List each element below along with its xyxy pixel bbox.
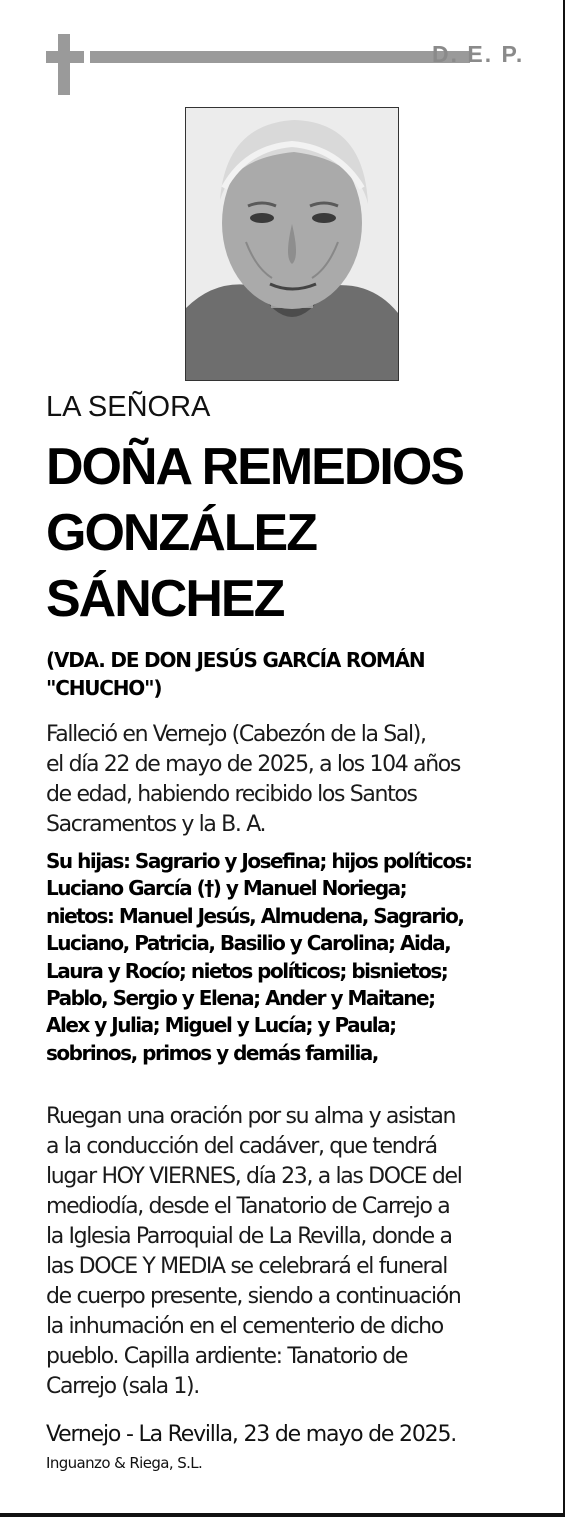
cross-horizontal-bar — [46, 51, 84, 63]
name-line: GONZÁLEZ — [46, 504, 316, 562]
ceremony-line: lugar HOY VIERNES, día 23, a las DOCE del — [46, 1164, 462, 1189]
ceremony-line: mediodía, desde el Tanatorio de Carrejo a — [46, 1194, 450, 1219]
title-label: LA SEÑORA — [46, 391, 211, 423]
family-line: nietos: Manuel Jesús, Almudena, Sagrario, — [46, 903, 464, 928]
place-and-date: Vernejo - La Revilla, 23 de mayo de 2025. — [46, 1422, 457, 1447]
widow-of — [46, 646, 522, 702]
ceremony-details — [46, 1102, 522, 1402]
death-details — [46, 720, 522, 840]
ceremony-line: la inhumación en el cementerio de dicho — [46, 1314, 443, 1339]
ceremony-line: Ruegan una oración por su alma y asistan — [46, 1104, 456, 1129]
widow-line: "CHUCHO") — [46, 676, 162, 700]
name-line: SÁNCHEZ — [46, 570, 284, 628]
ceremony-line: de cuerpo presente, siendo a continuación — [46, 1284, 461, 1309]
family-line: Alex y Julia; Miguel y Lucía; y Paula; — [46, 1013, 396, 1038]
family-line: Luciano García (†) y Manuel Noriega; — [46, 876, 407, 901]
header-rule — [90, 51, 470, 63]
ceremony-line: Carrejo (sala 1). — [46, 1374, 199, 1399]
death-line: de edad, habiendo recibido los Santos — [46, 782, 417, 807]
dep-badge: D. E. P. — [432, 41, 525, 67]
ceremony-line: pueblo. Capilla ardiente: Tanatorio de — [46, 1344, 408, 1369]
death-line: Sacramentos y la B. A. — [46, 812, 266, 837]
portrait-photo — [185, 107, 399, 381]
family-line: Laura y Rocío; nietos políticos; bisnietos; — [46, 958, 448, 983]
cross-vertical-bar — [58, 34, 70, 95]
family-line: Su hijas: Sagrario y Josefina; hijos políticos: — [46, 849, 472, 873]
family-line: Luciano, Patricia, Basilio y Carolina; Aida, — [46, 931, 451, 956]
header-bar — [46, 34, 525, 96]
death-line: Falleció en Vernejo (Cabezón de la Sal), — [46, 722, 426, 747]
death-line: el día 22 de mayo de 2025, a los 104 años — [46, 752, 461, 777]
widow-line: (VDA. DE DON JESÚS GARCÍA ROMÁN — [46, 648, 425, 672]
family-line: Pablo, Sergio y Elena; Ander y Maitane; — [46, 986, 435, 1011]
funeral-home: Inguanzo & Riega, S.L. — [46, 1454, 203, 1472]
family-list — [46, 848, 522, 1067]
ceremony-line: las DOCE Y MEDIA se celebrará el funeral — [46, 1254, 448, 1279]
ceremony-line: la Iglesia Parroquial de La Revilla, donde a — [46, 1224, 452, 1249]
ceremony-line: a la conducción del cadáver, que tendrá — [46, 1134, 437, 1159]
deceased-name — [46, 434, 522, 632]
name-line: DOÑA REMEDIOS — [46, 438, 463, 496]
family-line: sobrinos, primos y demás familia, — [46, 1040, 378, 1065]
